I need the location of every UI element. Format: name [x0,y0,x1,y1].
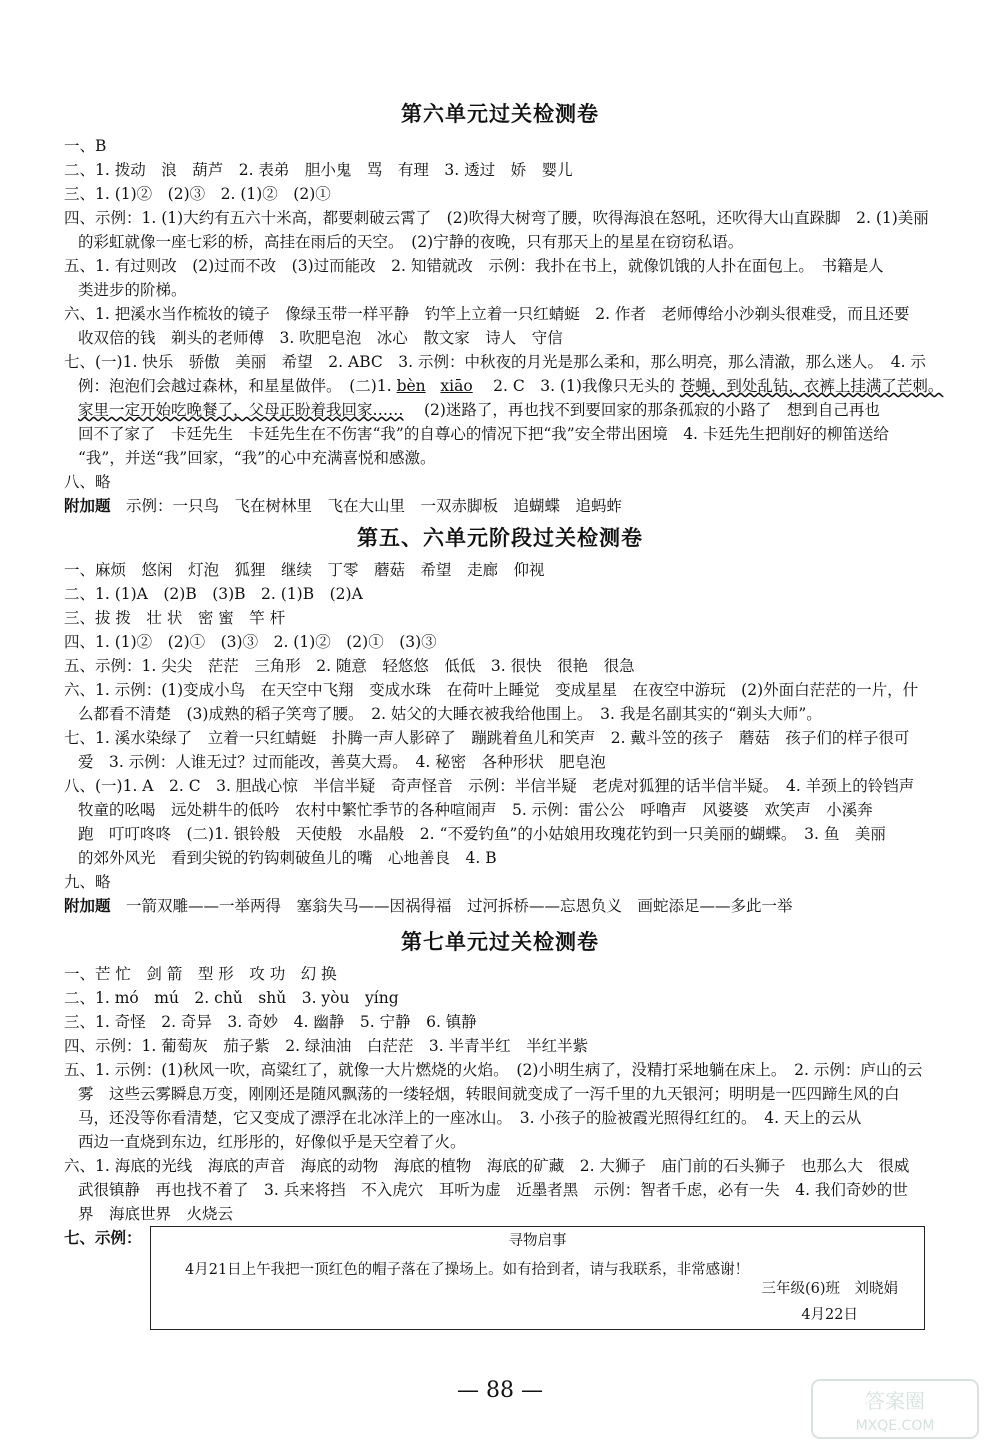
answer-line: 一、麻烦 悠闲 灯泡 狐狸 继续 丁零 蘑菇 希望 走廊 仰视 [64,561,545,579]
section-title: 第五、六单元阶段过关检测卷 [357,525,643,550]
answer-line: 牧童的吆喝 远处耕牛的低吟 农村中繁忙季节的各种喧闹声 5. 示例：雷公公 呼噜声 风婆婆 欢笑声 小溪奔 [78,801,873,819]
answer-line: 五、1. 示例：(1)秋风一吹，高粱红了，就像一大片燃烧的火焰。 (2)小明生病了，没精打采地躺在床上。 2. 示例：庐山的云 [64,1061,923,1079]
section-unit5-6 [0,522,1000,918]
lost-item-notice-box [150,1226,925,1330]
answer-line: 爱 3. 示例：人谁无过？过而能改，善莫大焉。 4. 秘密 各种形状 肥皂泡 [78,753,606,771]
bonus-line [0,494,1000,518]
answer-line: 回不了家了 卡廷先生 卡廷先生在不伤害“我”的自尊心的情况下把“我”安全带出困境 4. 卡廷先生把削好的柳笛送给 [78,425,889,443]
section-title: 第六单元过关检测卷 [401,101,599,126]
pinyin-underlined: xiāo [440,377,473,395]
wavy-underlined-text: 家里一定开始吃晚餐了，父母正盼着我回家…… [78,401,404,419]
answer-line: 四、示例：1. (1)大约有五六十米高，都要刺破云霄了 (2)吹得大树弯了腰，吹得海浪在怒吼，还吹得大山直跺脚 2. (1)美丽 [64,209,929,227]
answer-line: 六、1. 示例：(1)变成小鸟 在天空中飞翔 变成水珠 在荷叶上睡觉 变成星星 在夜空中游玩 (2)外面白茫茫的一片，什 [64,681,919,699]
answer-line: “我”，并送“我”回家，“我”的心中充满喜悦和感激。 [78,449,436,467]
answer-text: (2)迷路了，再也找不到要回家的那条孤寂的小路了 想到自己再也 [408,401,880,419]
watermark-logo-icon [810,1378,980,1440]
answer-line: 四、1. (1)② (2)① (3)③ 2. (1)② (2)① (3)③ [64,633,437,651]
answer-line: 三、1. 奇怪 2. 奇异 3. 奇妙 4. 幽静 5. 宁静 6. 镇静 [64,1013,477,1031]
answer-label: 七、示例： [64,1228,142,1247]
answer-line [0,398,1000,422]
answer-line: 三、拔 拨 壮 状 密 蜜 竿 杆 [64,609,286,627]
answer-line: 九、略 [64,873,111,891]
answer-line: 么都看不清楚 (3)成熟的稻子笑弯了腰。 2. 姑父的大睡衣被我给他围上。 3. 我是名副其实的“剃头大师”。 [78,705,822,723]
answer-line: 马，还没等你看清楚，它又变成了漂浮在北冰洋上的一座冰山。 3. 小孩子的脸被霞光照得红红的。 4. 天上的云从 [78,1109,862,1127]
answer-line: 六、1. 把溪水当作梳妆的镜子 像绿玉带一样平静 钓竿上立着一只红蜻蜓 2. 作者 老师傅给小沙剃头很难受，而且还要 [64,305,910,323]
answer-line: 六、1. 海底的光线 海底的声音 海底的动物 海底的植物 海底的矿藏 2. 大狮子 庙门前的石头狮子 也那么大 很威 [64,1157,910,1175]
notice-body: 4月21日上午我把一顶红色的帽子落在了操场上。如有拾到者，请与我联系，非常感谢！ [185,1262,750,1278]
notice-title: 寻物启事 [508,1233,567,1249]
answer-line: 三、1. (1)② (2)③ 2. (1)② (2)① [64,185,331,203]
answer-line: 收双倍的钱 剃头的老师傅 3. 吹肥皂泡 冰心 散文家 诗人 守信 [78,329,563,347]
bonus-label: 附加题 [64,896,111,915]
section-unit7 [0,926,1000,1338]
answer-text: 例：泡泡们会越过森林，和星星做伴。 (二)1. [78,377,397,395]
bonus-text: 一箭双雕——一举两得 塞翁失马——因祸得福 过河拆桥——忘恩负义 画蛇添足——多此一举 [110,897,793,915]
answer-line: 四、示例：1. 葡萄灰 茄子紫 2. 绿油油 白茫茫 3. 半青半红 半红半紫 [64,1037,589,1055]
answer-line: 的郊外风光 看到尖锐的钓钩刺破鱼儿的嘴 心地善良 4. B [78,849,497,867]
pinyin-underlined: bèn [396,377,426,395]
answer-line: 五、1. 有过则改 (2)过而不改 (3)过而能改 2. 知错就改 示例：我扑在书上，就像饥饿的人扑在面包上。 书籍是人 [64,257,884,275]
answer-line: 八、(一)1. A 2. C 3. 胆战心惊 半信半疑 奇声怪音 示例：半信半疑 老虎对狐狸的话半信半疑。 4. 羊颈上的铃铛声 [64,777,915,795]
answer-line: 二、1. mó mú 2. chǔ shǔ 3. yòu yíng [64,989,399,1007]
answer-line: 五、示例：1. 尖尖 茫茫 三角形 2. 随意 轻悠悠 低低 3. 很快 很艳 很急 [64,657,635,675]
wavy-underlined-text: 苍蝇，到处乱钻，衣裤上挂满了芒刺。 [679,377,944,395]
answer-text: 2. C 3. (1)我像只无头的 [477,377,675,395]
answer-line: 类进步的阶梯。 [78,281,187,299]
bonus-line [0,894,1000,918]
notice-date: 4月22日 [801,1307,858,1323]
answer-line: 跑 叮叮咚咚 (二)1. 银铃般 天使般 水晶般 2. “不爱钓鱼”的小姑娘用玫瑰花钓到一只美丽的蝴蝶。 3. 鱼 美丽 [78,825,886,843]
svg-text:答案圈: 答案圈 [865,1389,925,1413]
answer-line: 武很镇静 再也找不着了 3. 兵来将挡 不入虎穴 耳听为虚 近墨者黑 示例：智者千虑，必有一失 4. 我们奇妙的世 [78,1181,908,1199]
answer-line: 二、1. 拨动 浪 葫芦 2. 表弟 胆小鬼 骂 有理 3. 透过 娇 婴儿 [64,161,573,179]
notice-row [0,1226,1000,1338]
answer-line: 八、略 [64,473,111,491]
notice-signature: 三年级(6)班 刘晓娟 [761,1281,898,1297]
bonus-text: 示例：一只鸟 飞在树林里 飞在大山里 一双赤脚板 追蝴蝶 追蚂蚱 [110,497,623,515]
answer-line [0,374,1000,398]
page-number: — 88 — [457,1378,543,1403]
answer-line: 的彩虹就像一座七彩的桥，高挂在雨后的天空。 (2)宁静的夜晚，只有那天上的星星在窃窃私语。 [78,233,744,251]
answer-line: 一、芒 忙 剑 箭 型 形 攻 功 幻 换 [64,965,337,983]
answer-line: 二、1. (1)A (2)B (3)B 2. (1)B (2)A [64,585,363,603]
answer-line: 一、B [64,137,107,155]
answer-line: 界 海底世界 火烧云 [78,1205,234,1223]
section-unit6 [0,98,1000,518]
answer-line: 雾 这些云雾瞬息万变，刚刚还是随风飘荡的一缕轻烟，转眼间就变成了一泻千里的九天银河；明明是一匹四蹄生风的白 [78,1085,900,1103]
answer-line: 七、(一)1. 快乐 骄傲 美丽 希望 2. ABC 3. 示例：中秋夜的月光是那么柔和，那么明亮，那么清澈，那么迷人。 4. 示 [64,353,926,371]
answer-line: 七、1. 溪水染绿了 立着一只红蜻蜓 扑腾一声人影碎了 蹦跳着鱼儿和笑声 2. 戴斗笠的孩子 蘑菇 孩子们的样子很可 [64,729,910,747]
bonus-label: 附加题 [64,496,111,515]
svg-text:MXQE.COM: MXQE.COM [855,1418,935,1434]
answer-line: 西边一直烧到东边，红彤彤的，好像似乎是天空着了火。 [78,1133,466,1151]
section-title: 第七单元过关检测卷 [401,929,599,954]
